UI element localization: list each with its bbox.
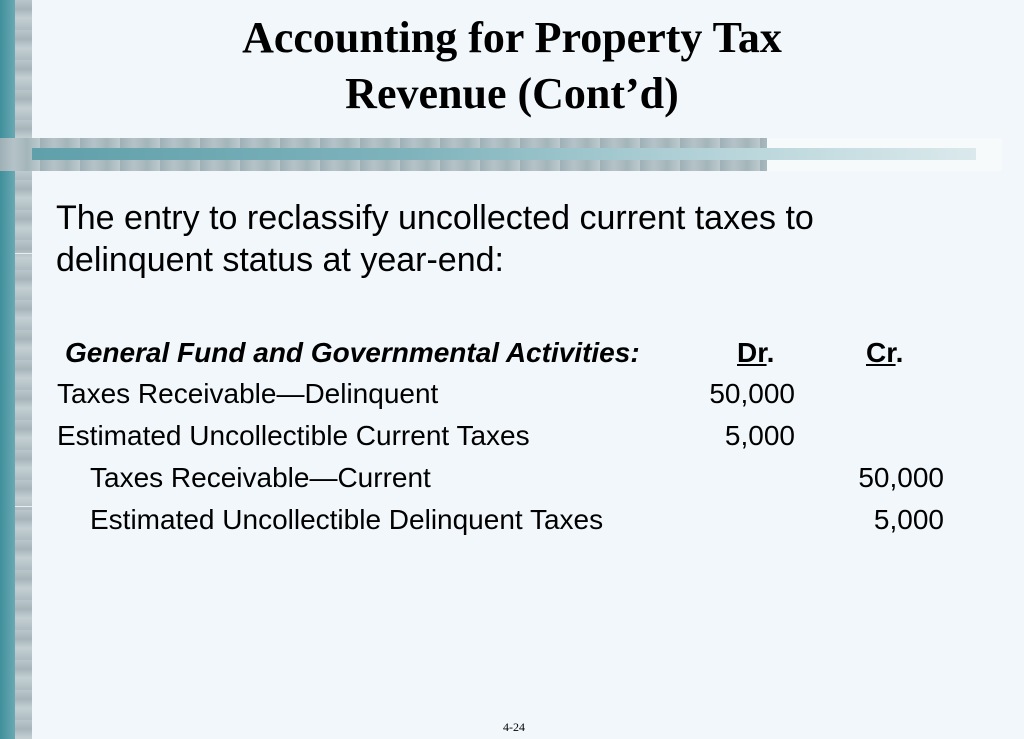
credit-amount: 50,000 bbox=[858, 462, 944, 493]
credit-amount: 5,000 bbox=[873, 504, 944, 535]
debit-column-label: Dr bbox=[737, 337, 767, 368]
debit-amount: 5,000 bbox=[724, 420, 795, 451]
journal-row bbox=[0, 504, 1024, 544]
journal-header bbox=[0, 337, 1024, 377]
debit-amount: 50,000 bbox=[709, 378, 795, 409]
credit-column-header: Cr. bbox=[866, 337, 904, 368]
account-name: Estimated Uncollectible Delinquent Taxes bbox=[90, 504, 604, 535]
strip-divider bbox=[15, 253, 32, 254]
intro-text: The entry to reclassify uncollected current taxes to delinquent status at year-end: bbox=[56, 199, 814, 279]
account-name: Taxes Receivable—Current bbox=[90, 462, 431, 493]
slide-title-line1: Accounting for Property Tax bbox=[242, 13, 782, 62]
divider-stripe bbox=[32, 148, 976, 160]
account-name: Estimated Uncollectible Current Taxes bbox=[57, 420, 530, 451]
journal-row bbox=[0, 420, 1024, 460]
journal-row bbox=[0, 462, 1024, 502]
journal-row bbox=[0, 378, 1024, 418]
account-name: Taxes Receivable—Delinquent bbox=[57, 378, 439, 409]
credit-column-label: Cr bbox=[866, 337, 896, 368]
page-number: 4-24 bbox=[503, 720, 525, 734]
journal-heading: General Fund and Governmental Activities: bbox=[65, 337, 640, 368]
slide-title-line2: Revenue (Cont’d) bbox=[345, 69, 679, 118]
slide-title bbox=[32, 10, 992, 122]
debit-column-header: Dr. bbox=[737, 337, 775, 368]
